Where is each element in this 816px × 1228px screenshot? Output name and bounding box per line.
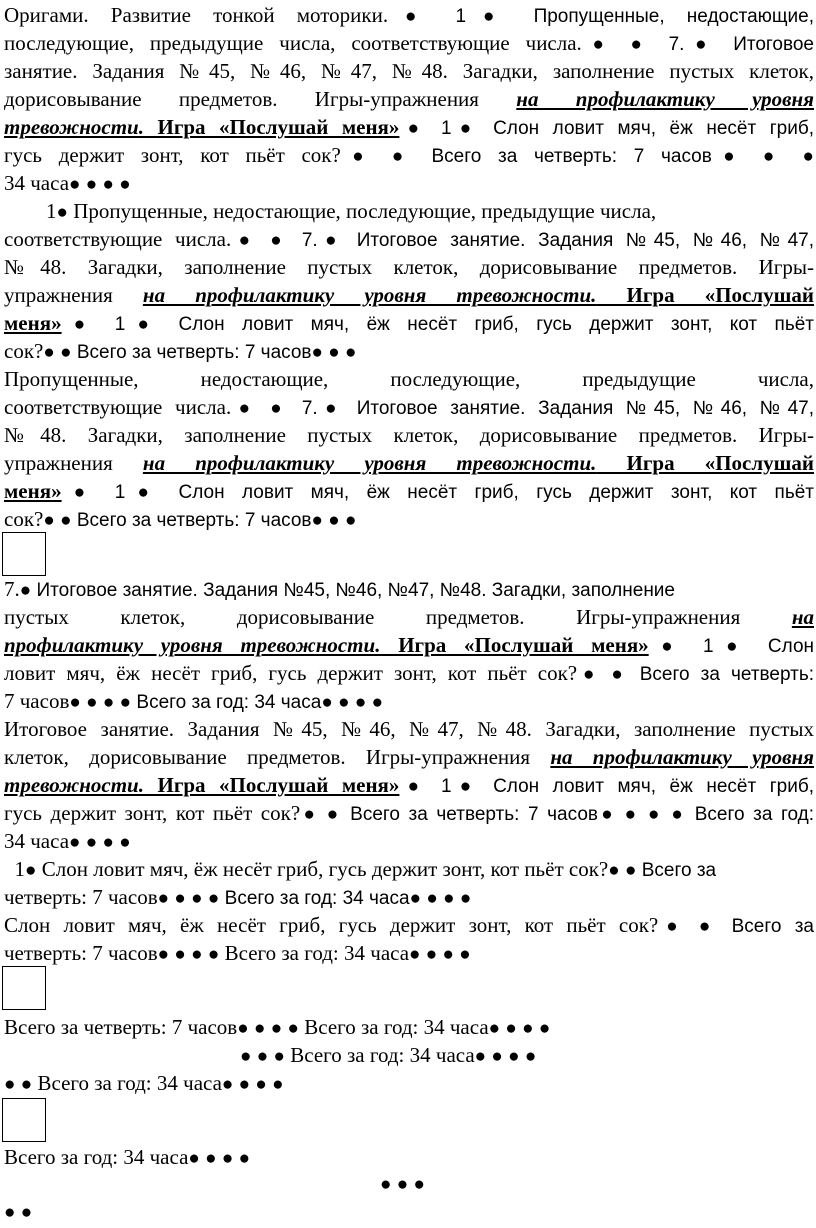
text-line: №48. Загадки, заполнение пустых клеток, дорисовывание предметов. Игры- [4,255,814,279]
text-line: 1● Слон ловит мяч, ёж несёт гриб, гусь держит зонт, кот пьёт сок?● ● Всего за [4,857,717,881]
text-line: ловит мяч, ёж несёт гриб, гусь держит зонт, кот пьёт сок?● ● Всего за четверть: [4,661,814,685]
text-line: №48. Загадки, заполнение пустых клеток, дорисовывание предметов. Игры- [4,423,814,447]
text-line: Всего за четверть: 7 часов● ● ● ● Всего за год: 34 часа● ● ● ● [4,1015,551,1039]
text-line: пустых клеток, дорисовывание предметов. Игры-упражнения на [4,605,814,629]
text-line: 34 часа● ● ● ● [4,171,131,195]
text-line: 7 часов● ● ● ● Всего за год: 34 часа● ● ● ● [4,689,384,713]
text-line: ● ● ● Всего за год: 34 часа● ● ● ● [240,1043,537,1067]
text-line: клеток, дорисовывание предметов. Игры-упражнения на профилактику уровня [4,745,815,769]
text-line: соответствующие числа.● ● 7.● Итоговое занятие. Задания №45, №46, №47, [4,395,814,419]
text-line: последующие, предыдущие числа, соответствующие числа.● ● 7.● Итоговое [4,31,814,55]
text-line: Итоговое занятие. Задания №45, №46, №47, №48. Загадки, заполнение пустых [4,717,814,741]
text-line: дорисовывание предметов. Игры-упражнения на профилактику уровня [4,87,814,111]
text-line: меня»● 1● Слон ловит мяч, ёж несёт гриб, гусь держит зонт, кот пьёт [4,311,815,335]
text-line: Всего за год: 34 часа● ● ● ● [4,1145,251,1169]
empty-box [2,532,46,576]
empty-box [2,966,46,1010]
text-line: упражнения на профилактику уровня тревожности. Игра «Послушай [4,451,814,475]
empty-box [2,1098,46,1142]
text-line: Оригами. Развитие тонкой моторики.● 1● Пропущенные, недостающие, [4,3,814,27]
text-line: Пропущенные, недостающие, последующие, предыдущие числа, [4,367,814,391]
text-line: 34 часа● ● ● ● [4,829,131,853]
text-line: 1● Пропущенные, недостающие, последующие, предыдущие числа, [4,199,657,223]
text-line: упражнения на профилактику уровня тревожности. Игра «Послушай [4,283,814,307]
text-line: ● ● [4,1202,33,1223]
text-line: гусь держит зонт, кот пьёт сок?● ● Всего за четверть: 7 часов● ● ● ● Всего за год: [4,801,814,825]
text-line: ● ● ● [380,1174,425,1195]
text-line: ● ● Всего за год: 34 часа● ● ● ● [4,1071,284,1095]
text-line: занятие. Задания №45, №46, №47, №48. Загадки, заполнение пустых клеток, [4,59,814,83]
text-line: сок?● ● Всего за четверть: 7 часов● ● ● [4,507,357,531]
text-line: 7.● Итоговое занятие. Задания №45, №46, №47, №48. Загадки, заполнение [4,577,675,601]
text-line: тревожности. Игра «Послушай меня»● 1● Слон ловит мяч, ёж несёт гриб, [4,115,815,139]
text-line: гусь держит зонт, кот пьёт сок?● ● Всего за четверть: 7 часов● ● ● [4,143,814,167]
text-line: соответствующие числа.● ● 7.● Итоговое занятие. Задания №45, №46, №47, [4,227,814,251]
text-line: меня»● 1● Слон ловит мяч, ёж несёт гриб, гусь держит зонт, кот пьёт [4,479,815,503]
text-line: профилактику уровня тревожности. Игра «Послушай меня»● 1● Слон [4,633,815,657]
text-line: Слон ловит мяч, ёж несёт гриб, гусь держит зонт, кот пьёт сок?● ● Всего за [4,913,814,937]
text-line: тревожности. Игра «Послушай меня»● 1● Слон ловит мяч, ёж несёт гриб, [4,773,815,797]
text-line: сок?● ● Всего за четверть: 7 часов● ● ● [4,339,357,363]
text-line: четверть: 7 часов● ● ● ● Всего за год: 34 часа● ● ● ● [4,885,472,909]
text-line: четверть: 7 часов● ● ● ● Всего за год: 34 часа● ● ● ● [4,941,471,965]
